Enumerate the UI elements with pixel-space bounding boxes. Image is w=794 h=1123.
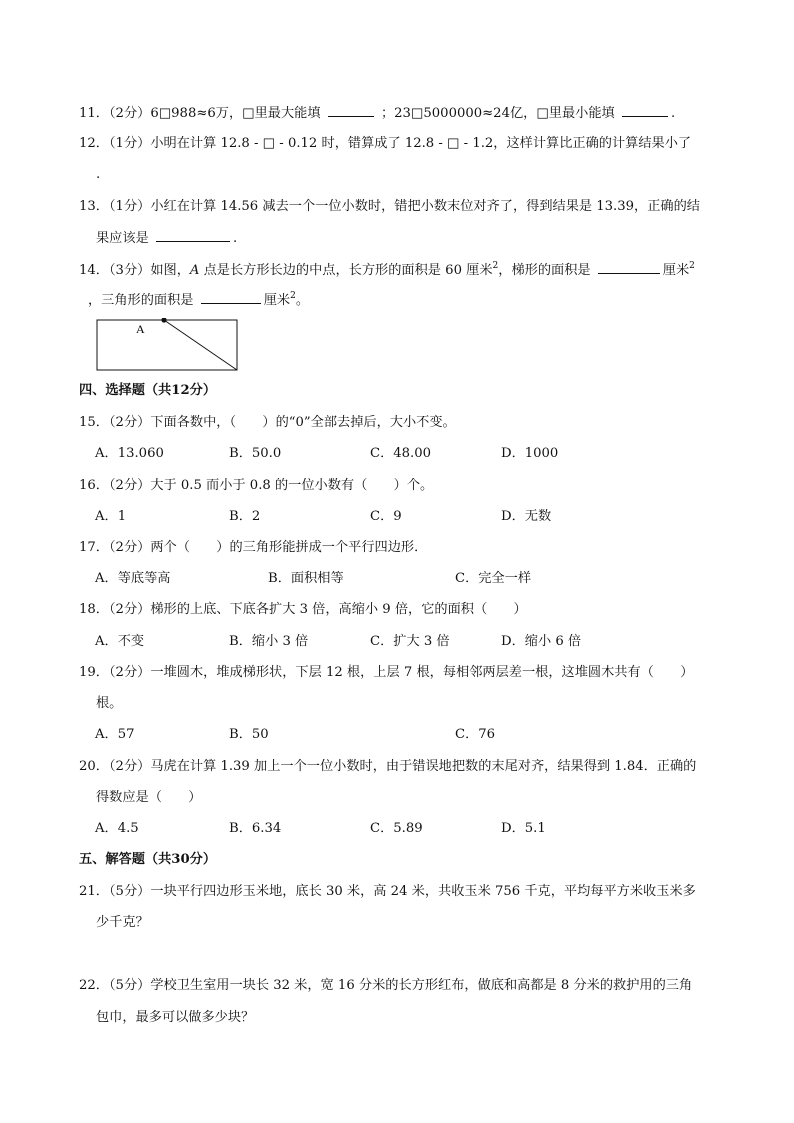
q20-option-a[interactable]: A．4.5 xyxy=(95,821,139,836)
q14-text-a2: 点是长方形长边的中点，长方形的面积是 60 厘米 xyxy=(199,263,493,278)
q20-continuation: 得数应是（ ） xyxy=(96,790,202,805)
q17-option-b[interactable]: B．面积相等 xyxy=(268,571,344,586)
section-4-heading: 四、选择题（共12分） xyxy=(79,383,217,398)
q15-option-a[interactable]: A．13.060 xyxy=(95,446,164,461)
question-16: 16．（2分）大于 0.5 而小于 0.8 的一位小数有（ ）个。 xyxy=(79,478,434,493)
q19-continuation: 根。 xyxy=(96,696,123,711)
q13-continuation xyxy=(96,228,237,248)
q12-continuation: . xyxy=(96,167,101,182)
question-19: 19．（2分）一堆圆木，堆成梯形状，下层 12 根，上层 7 根，每相邻两层差一根，这堆圆木共有（ ） xyxy=(79,665,694,680)
q20-option-b[interactable]: B．6.34 xyxy=(229,821,282,836)
q19-option-b[interactable]: B．50 xyxy=(229,727,269,742)
midpoint-dot xyxy=(161,318,166,323)
q16-option-d[interactable]: D．无数 xyxy=(501,509,552,524)
q11-text-c: . xyxy=(670,106,676,121)
q14-text-b1: ，三角形的面积是 xyxy=(88,293,194,308)
q16-option-b[interactable]: B．2 xyxy=(229,509,261,524)
q16-option-c[interactable]: C．9 xyxy=(370,509,402,524)
diagonal-line xyxy=(164,320,237,370)
question-12: 12．（1分）小明在计算 12.8 - □ - 0.12 时，错算成了 12.8 - □ - 1.2，这样计算比正确的计算结果小了 xyxy=(79,136,692,151)
q19-option-a[interactable]: A．57 xyxy=(95,727,135,742)
q18-option-d[interactable]: D．缩小 6 倍 xyxy=(501,634,582,649)
question-17: 17．（2分）两个（ ）的三角形能拼成一个平行四边形． xyxy=(79,540,428,555)
q11-answer-blank-2[interactable] xyxy=(622,103,668,117)
section-5-heading: 五、解答题（共30分） xyxy=(79,852,217,867)
q11-text-b: ；23□5000000≈24亿，□里最小能填 xyxy=(380,106,615,121)
q13-text-b: 果应该是 xyxy=(96,231,149,246)
q21-continuation: 少千克？ xyxy=(96,915,149,930)
question-22: 22．（5分）学校卫生室用一块长 32 米，宽 16 分米的长方形红布，做底和高都是 8 分米的救护用的三角 xyxy=(79,978,693,993)
q13-text-c: . xyxy=(232,231,238,246)
q11-answer-blank-1[interactable] xyxy=(328,103,374,117)
q16-option-a[interactable]: A．1 xyxy=(95,509,127,524)
question-20: 20．（2分）马虎在计算 1.39 加上一个一位小数时，由于错误地把数的末尾对齐，结果得到 1.84．正确的 xyxy=(79,759,697,774)
q22-continuation: 包巾，最多可以做多少块？ xyxy=(96,1010,255,1025)
q14-continuation xyxy=(88,290,309,310)
q14-text-a1: 14．（3分）如图， xyxy=(79,263,190,278)
question-21: 21．（5分）一块平行四边形玉米地，底长 30 米，高 24 米，共收玉米 756 千克，平均每平方米收玉米多 xyxy=(79,884,696,899)
question-15: 15．（2分）下面各数中，（ ）的“0”全部去掉后，大小不变。 xyxy=(79,415,456,430)
q18-option-c[interactable]: C．扩大 3 倍 xyxy=(370,634,450,649)
rectangle-trapezoid-figure xyxy=(96,318,240,374)
q14-answer-blank-2[interactable] xyxy=(201,290,261,304)
question-13: 13．（1分）小红在计算 14.56 减去一个一位小数时，错把小数末位对齐了，得到结果是 13.39，正确的结 xyxy=(79,199,700,214)
q19-option-c[interactable]: C．76 xyxy=(455,727,496,742)
q17-option-c[interactable]: C．完全一样 xyxy=(455,571,532,586)
figure-label-a: A xyxy=(136,322,145,336)
question-14 xyxy=(79,260,695,280)
q14-text-a3: ，梯形的面积是 xyxy=(498,263,591,278)
rectangle-outline xyxy=(97,320,237,370)
question-11 xyxy=(79,103,675,123)
q18-option-a[interactable]: A．不变 xyxy=(95,634,145,649)
q20-option-d[interactable]: D．5.1 xyxy=(501,821,546,836)
question-18: 18．（2分）梯形的上底、下底各扩大 3 倍，高缩小 9 倍，它的面积（ ） xyxy=(79,602,527,617)
q14-text-b2: 厘米 xyxy=(263,293,291,308)
q17-option-a[interactable]: A．等底等高 xyxy=(95,571,171,586)
q18-option-b[interactable]: B．缩小 3 倍 xyxy=(229,634,309,649)
q11-text-a: 11．（2分）6□988≈6万，□里最大能填 xyxy=(79,106,321,121)
q14-sup-2: 2 xyxy=(689,261,695,271)
q14-answer-blank-1[interactable] xyxy=(598,260,660,274)
q14-sup-3: 2 xyxy=(290,291,296,301)
q14-text-b3: 。 xyxy=(295,293,309,308)
q15-option-d[interactable]: D．1000 xyxy=(501,446,559,461)
q20-option-c[interactable]: C．5.89 xyxy=(370,821,423,836)
q14-text-a4: 厘米 xyxy=(662,263,690,278)
q14-point-label: A xyxy=(189,263,200,278)
q15-option-b[interactable]: B．50.0 xyxy=(229,446,282,461)
q13-answer-blank[interactable] xyxy=(156,228,230,242)
q15-option-c[interactable]: C．48.00 xyxy=(370,446,432,461)
q14-sup-1: 2 xyxy=(492,261,499,271)
